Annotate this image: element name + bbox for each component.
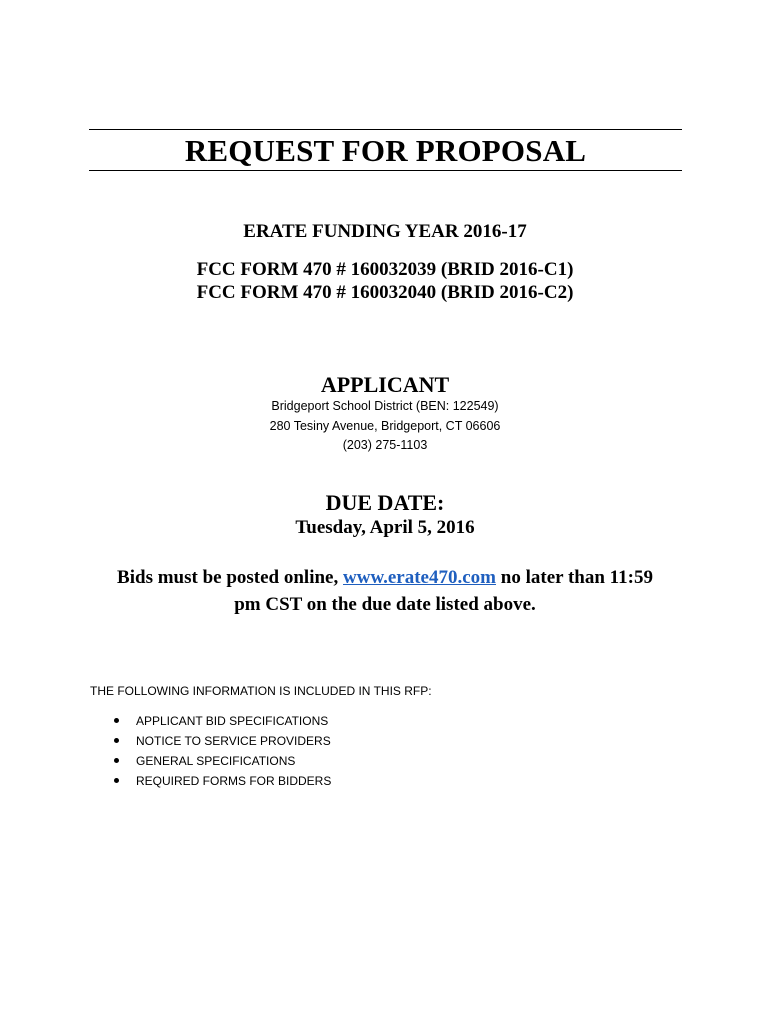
list-item-label: REQUIRED FORMS FOR BIDDERS [136,774,332,788]
funding-year: ERATE FUNDING YEAR 2016-17 [243,221,527,242]
fcc-form-line: FCC FORM 470 # 160032040 (BRID 2016-C2) [196,282,574,303]
fcc-form-line: FCC FORM 470 # 160032039 (BRID 2016-C1) [196,259,574,280]
page-title: REQUEST FOR PROPOSAL [184,133,587,168]
bids-instructions [0,564,770,618]
bids-line2: pm CST on the due date listed above. [234,594,536,615]
included-list [112,713,331,793]
bullet-icon [114,718,119,723]
bullet-icon [114,738,119,743]
list-item [112,713,331,733]
list-item [112,733,331,753]
bullet-icon [114,758,119,763]
list-item-label: APPLICANT BID SPECIFICATIONS [136,714,329,728]
title-bottom-rule [89,170,682,171]
applicant-heading: APPLICANT [320,372,450,397]
list-item [112,753,331,773]
bids-prefix: Bids must be posted online, [117,567,343,588]
included-intro: THE FOLLOWING INFORMATION IS INCLUDED IN THIS RFP: [90,684,432,698]
due-date-value: Tuesday, April 5, 2016 [295,517,475,538]
list-item-label: GENERAL SPECIFICATIONS [136,754,296,768]
applicant-address: 280 Tesiny Avenue, Bridgeport, CT 06606 [269,419,501,433]
applicant-name: Bridgeport School District (BEN: 122549) [271,399,499,413]
list-item-label: NOTICE TO SERVICE PROVIDERS [136,734,331,748]
bullet-icon [114,778,119,783]
title-top-rule [89,129,682,130]
applicant-phone: (203) 275-1103 [342,438,428,452]
due-date-heading: DUE DATE: [325,490,445,515]
list-item [112,773,331,793]
bids-suffix: no later than 11:59 [496,567,653,588]
erate470-link[interactable]: www.erate470.com [343,567,497,588]
